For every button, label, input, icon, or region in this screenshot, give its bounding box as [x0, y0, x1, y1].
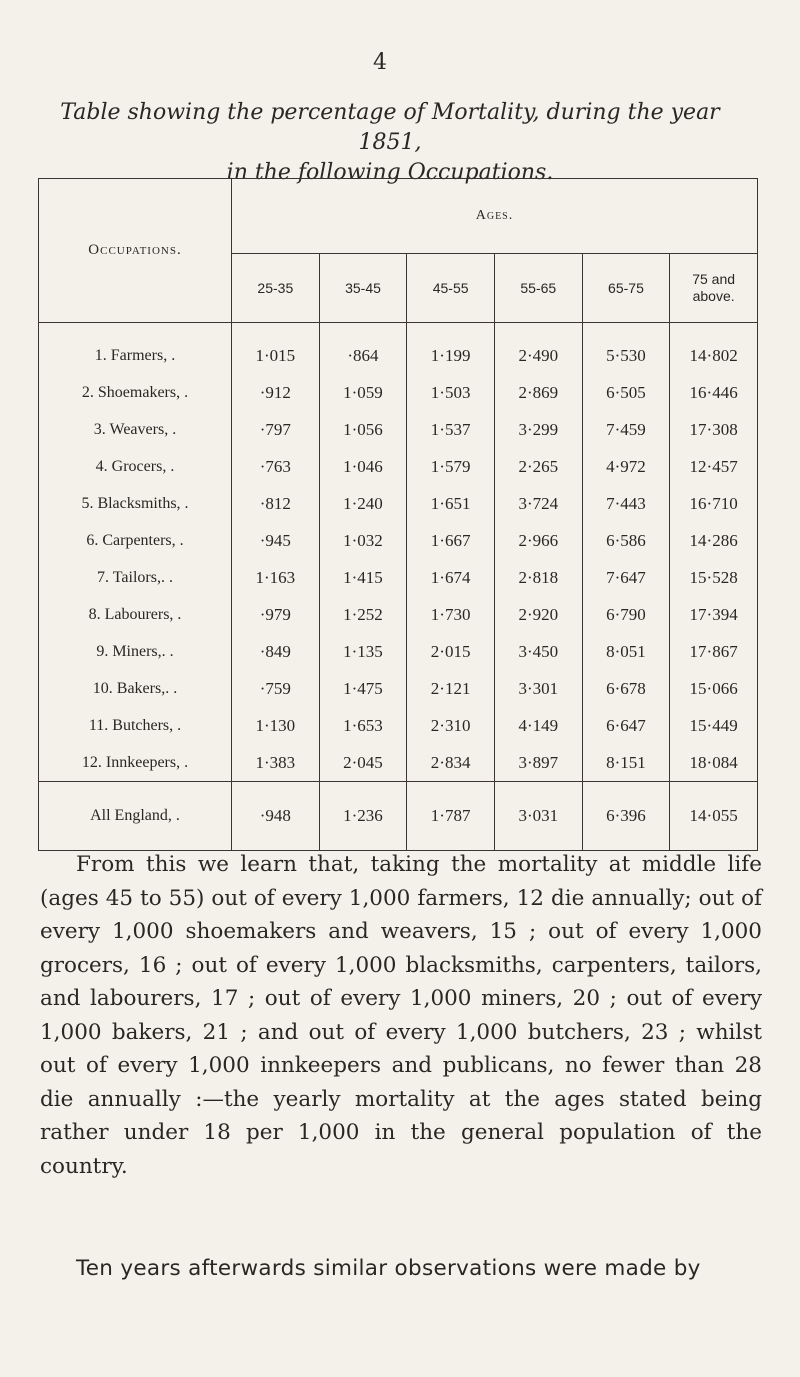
value-cell: 3·299 — [494, 411, 582, 448]
value-cell: 6·678 — [582, 670, 670, 707]
page-number: 4 — [373, 50, 387, 75]
value-cell: 2·045 — [319, 744, 407, 782]
value-cell: 3·724 — [494, 485, 582, 522]
occupation-cell: 4. Grocers, . — [39, 448, 232, 485]
table-row — [39, 485, 758, 522]
occupation-cell: 12. Innkeepers, . — [39, 744, 232, 782]
age-col-header: 65-75 — [582, 254, 670, 323]
value-cell: 17·867 — [670, 633, 758, 670]
value-cell: ·812 — [232, 485, 320, 522]
table-caption — [40, 98, 740, 188]
occupation-cell: 7. Tailors,. . — [39, 559, 232, 596]
total-occupation-cell: All England, . — [39, 782, 232, 851]
value-cell: 1·730 — [407, 596, 495, 633]
mortality-table-container — [38, 178, 758, 851]
value-cell: 17·308 — [670, 411, 758, 448]
value-cell: 2·265 — [494, 448, 582, 485]
value-cell: ·945 — [232, 522, 320, 559]
table-row — [39, 323, 758, 375]
table-row — [39, 559, 758, 596]
value-cell: 2·310 — [407, 707, 495, 744]
value-cell: 2·015 — [407, 633, 495, 670]
value-cell: 1·046 — [319, 448, 407, 485]
value-cell: 6·790 — [582, 596, 670, 633]
ages-header: Ages. — [232, 179, 758, 254]
value-cell: 16·710 — [670, 485, 758, 522]
value-cell: 18·084 — [670, 744, 758, 782]
value-cell: 16·446 — [670, 374, 758, 411]
value-cell: 2·834 — [407, 744, 495, 782]
value-cell: 1·383 — [232, 744, 320, 782]
total-value-cell: ·948 — [232, 782, 320, 851]
value-cell: 1·674 — [407, 559, 495, 596]
value-cell: 6·647 — [582, 707, 670, 744]
value-cell: 1·130 — [232, 707, 320, 744]
value-cell: 1·475 — [319, 670, 407, 707]
occupation-cell: 9. Miners,. . — [39, 633, 232, 670]
value-cell: 15·528 — [670, 559, 758, 596]
value-cell: 3·301 — [494, 670, 582, 707]
value-cell: 1·667 — [407, 522, 495, 559]
value-cell: ·759 — [232, 670, 320, 707]
caption-line-1: Table showing the percentage of Mortality, during the year 1851, — [60, 100, 720, 155]
value-cell: 3·897 — [494, 744, 582, 782]
value-cell: ·864 — [319, 323, 407, 375]
table-row — [39, 522, 758, 559]
occupation-cell: 3. Weavers, . — [39, 411, 232, 448]
value-cell: 7·647 — [582, 559, 670, 596]
value-cell: 6·586 — [582, 522, 670, 559]
value-cell: 1·240 — [319, 485, 407, 522]
occupation-cell: 6. Carpenters, . — [39, 522, 232, 559]
value-cell: 1·252 — [319, 596, 407, 633]
occupation-cell: 8. Labourers, . — [39, 596, 232, 633]
value-cell: 8·051 — [582, 633, 670, 670]
paragraph-2: Ten years afterwards similar observations were made by — [76, 1256, 701, 1281]
total-row — [39, 782, 758, 851]
value-cell: 1·059 — [319, 374, 407, 411]
value-cell: 2·920 — [494, 596, 582, 633]
total-value-cell: 1·236 — [319, 782, 407, 851]
value-cell: 1·579 — [407, 448, 495, 485]
value-cell: 12·457 — [670, 448, 758, 485]
value-cell: 8·151 — [582, 744, 670, 782]
occupation-cell: 1. Farmers, . — [39, 323, 232, 375]
total-value-cell: 14·055 — [670, 782, 758, 851]
table-row — [39, 744, 758, 782]
mortality-table — [38, 178, 758, 851]
occupation-cell: 10. Bakers,. . — [39, 670, 232, 707]
value-cell: 1·015 — [232, 323, 320, 375]
table-row — [39, 448, 758, 485]
table-row — [39, 374, 758, 411]
value-cell: 1·653 — [319, 707, 407, 744]
value-cell: 1·163 — [232, 559, 320, 596]
value-cell: 1·199 — [407, 323, 495, 375]
age-col-header: 75 and above. — [670, 254, 758, 323]
value-cell: 2·121 — [407, 670, 495, 707]
value-cell: 7·443 — [582, 485, 670, 522]
occupation-cell: 5. Blacksmiths, . — [39, 485, 232, 522]
value-cell: ·763 — [232, 448, 320, 485]
value-cell: 1·032 — [319, 522, 407, 559]
value-cell: 17·394 — [670, 596, 758, 633]
total-value-cell: 1·787 — [407, 782, 495, 851]
total-value-cell: 6·396 — [582, 782, 670, 851]
occupation-cell: 2. Shoemakers, . — [39, 374, 232, 411]
value-cell: 3·450 — [494, 633, 582, 670]
value-cell: ·979 — [232, 596, 320, 633]
occupations-header: Occupations. — [39, 179, 232, 323]
value-cell: 2·818 — [494, 559, 582, 596]
value-cell: 1·415 — [319, 559, 407, 596]
value-cell: 2·490 — [494, 323, 582, 375]
value-cell: 4·149 — [494, 707, 582, 744]
value-cell: 4·972 — [582, 448, 670, 485]
value-cell: 5·530 — [582, 323, 670, 375]
table-row — [39, 707, 758, 744]
value-cell: 1·056 — [319, 411, 407, 448]
value-cell: 15·066 — [670, 670, 758, 707]
table-row — [39, 411, 758, 448]
age-col-header: 35-45 — [319, 254, 407, 323]
value-cell: 14·286 — [670, 522, 758, 559]
total-value-cell: 3·031 — [494, 782, 582, 851]
value-cell: 1·135 — [319, 633, 407, 670]
table-row — [39, 596, 758, 633]
occupation-cell: 11. Butchers, . — [39, 707, 232, 744]
value-cell: 2·869 — [494, 374, 582, 411]
value-cell: 1·503 — [407, 374, 495, 411]
age-col-header: 45-55 — [407, 254, 495, 323]
value-cell: 1·537 — [407, 411, 495, 448]
value-cell: 7·459 — [582, 411, 670, 448]
value-cell: 15·449 — [670, 707, 758, 744]
table-body — [39, 323, 758, 851]
value-cell: ·797 — [232, 411, 320, 448]
value-cell: 1·651 — [407, 485, 495, 522]
age-col-header: 25-35 — [232, 254, 320, 323]
value-cell: 6·505 — [582, 374, 670, 411]
paragraph-1: From this we learn that, taking the mortality at middle life (ages 45 to 55) out of every 1,000 farmers, 12 die annually; out of every 1,000 shoemakers and weavers, 15 ; out of every 1,000 grocers, 16 ; out of every 1,000 blacksmiths, carpenters, tailors, and labourers, 17 ; out of every 1,000 miners, 20 ; out of every 1,000 bakers, 21 ; and out of every 1,000 butchers, 23 ; whilst out of every 1,000 innkeepers and publicans, no fewer than 28 die annually :—the yearly mortality at the ages stated being rather under 18 per 1,000 in the general population of the country. — [40, 852, 762, 1179]
caption-line-2: in the following Occupations. — [226, 160, 554, 185]
value-cell: 2·966 — [494, 522, 582, 559]
table-row — [39, 633, 758, 670]
value-cell: ·849 — [232, 633, 320, 670]
value-cell: ·912 — [232, 374, 320, 411]
table-row — [39, 670, 758, 707]
value-cell: 14·802 — [670, 323, 758, 375]
age-col-header: 55-65 — [494, 254, 582, 323]
